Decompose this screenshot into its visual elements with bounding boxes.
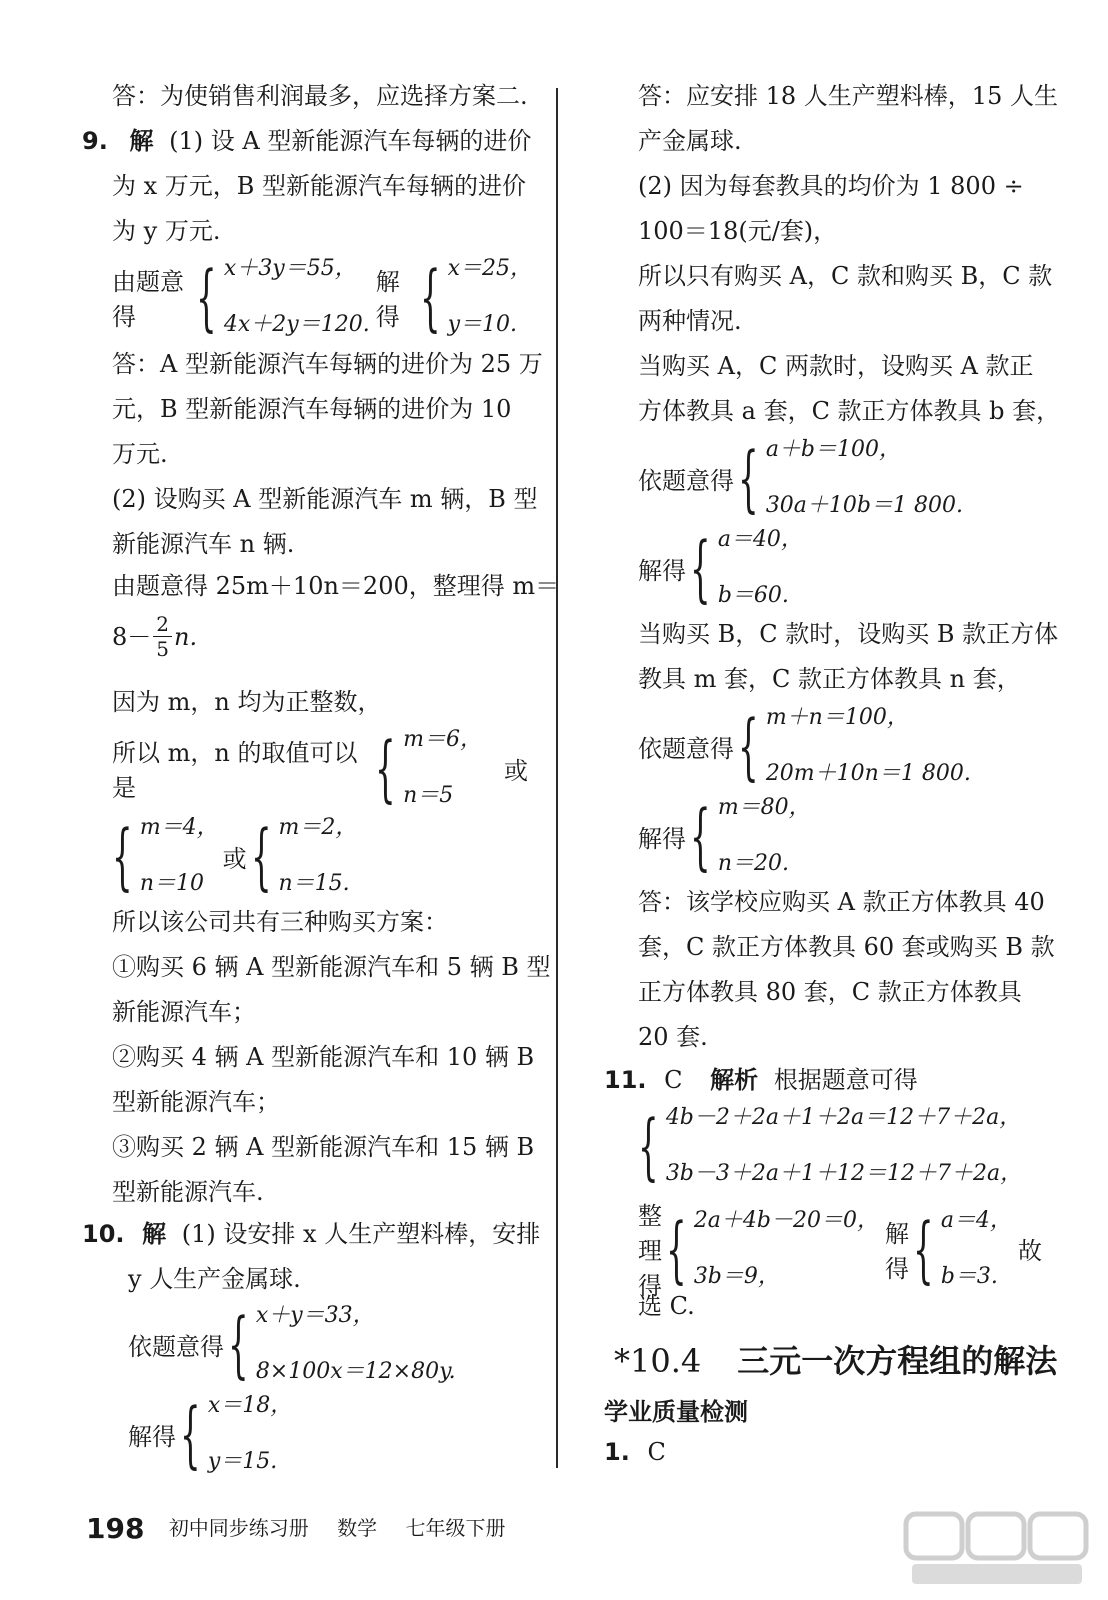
equation-system: 依题意得 { m＋n＝100， 20m＋10n＝1 800.: [638, 704, 971, 788]
answer-choice: C: [664, 1066, 683, 1094]
equation-system: [112, 255, 532, 339]
equation: a＝40，: [717, 527, 803, 552]
brace-icon: {: [180, 1392, 201, 1476]
text-line: 20 套.: [638, 1023, 708, 1051]
text-line: (2) 设购买 A 型新能源汽车 m 辆，B 型: [112, 485, 538, 513]
equation: n＝15.: [278, 871, 350, 896]
equation-system: 整理得 { 2a＋4b－20＝0， 3b＝9， 解得 { a＝4， b＝3. 故: [638, 1202, 1042, 1300]
text-line: 型新能源汽车；: [112, 1088, 280, 1116]
text-line: 元，B 型新能源汽车每辆的进价为 10: [112, 395, 512, 423]
brace-icon: {: [666, 1206, 687, 1291]
system-label: 解得: [375, 268, 400, 331]
brace-icon: {: [738, 436, 759, 520]
page-number: 198: [86, 1512, 145, 1545]
text-line: 答：该学校应购买 A 款正方体教具 40: [638, 888, 1045, 916]
question-number: 10.: [82, 1220, 125, 1248]
text-line: 答：为使销售利润最多，应选择方案二.: [112, 82, 528, 110]
brace-icon: {: [419, 255, 441, 339]
text-line: 由题意得 25m＋10n＝200，整理得 m＝: [112, 572, 560, 600]
question-10-line: [82, 1218, 540, 1250]
equation: m＋n＝100，: [765, 705, 909, 730]
equation: m＝4，: [139, 815, 219, 840]
text-line: 选 C.: [638, 1292, 695, 1320]
brace-icon: {: [690, 526, 711, 610]
text-line: 万元.: [112, 440, 168, 468]
equation-system: 解得 { x＝18， y＝15.: [128, 1392, 293, 1476]
subject: 数学: [337, 1516, 378, 1540]
text-line: 所以只有购买 A，C 款和购买 B，C 款: [638, 262, 1053, 290]
text-line: 答：应安排 18 人生产塑料棒，15 人生: [638, 82, 1058, 110]
brace-icon: {: [375, 726, 396, 810]
text-line: (1) 设安排 x 人生产塑料棒，安排: [181, 1220, 541, 1248]
text-line: ①购买 6 辆 A 型新能源汽车和 5 辆 B 型: [112, 953, 551, 981]
equation: 2a＋4b－20＝0，: [693, 1207, 879, 1233]
equation: b＝60.: [717, 583, 789, 608]
page-footer: [86, 1512, 506, 1545]
text-line: 新能源汽车 n 辆.: [112, 530, 295, 558]
text-line: ③购买 2 辆 A 型新能源汽车和 15 辆 B: [112, 1133, 535, 1161]
brace-icon: {: [228, 1302, 249, 1386]
book-title: 初中同步练习册: [168, 1516, 309, 1540]
text-line: 两种情况.: [638, 307, 742, 335]
answer-choice: C: [647, 1438, 666, 1466]
equation-system: [638, 1104, 1022, 1188]
fraction: $\frac{2}{5}$: [153, 612, 172, 661]
equation: 3b－3＋2a＋1＋12＝12＋7＋2a，: [665, 1161, 1023, 1186]
answer-label: 解: [129, 127, 154, 155]
equation: y＝15.: [207, 1449, 278, 1474]
text-line: ②购买 4 辆 A 型新能源汽车和 10 辆 B: [112, 1043, 535, 1071]
section-number: *10.4: [614, 1342, 702, 1380]
equation: 4x＋2y＝120.: [223, 312, 370, 337]
equation: m＝6，: [403, 727, 482, 752]
brace-icon: {: [690, 794, 711, 878]
equation: 3b＝9，: [693, 1263, 780, 1289]
equation-system: 解得 { m＝80， n＝20.: [638, 794, 811, 878]
equation: 30a＋10b＝1 800.: [765, 493, 963, 518]
equation: b＝3.: [940, 1263, 998, 1289]
text-line: 所以该公司共有三种购买方案：: [112, 908, 448, 936]
text-line: 为 x 万元，B 型新能源汽车每辆的进价: [112, 172, 527, 200]
answer-label: 解: [142, 1220, 167, 1248]
column-divider: [556, 88, 558, 1468]
equation-system: { m＝4， n＝10 或 { m＝2， n＝15.: [112, 814, 358, 898]
equation: m＝80，: [717, 795, 811, 820]
equation: y＝10.: [447, 312, 518, 337]
equation: a＋b＝100，: [765, 437, 902, 462]
question-9-line: [82, 125, 531, 157]
brace-icon: {: [638, 1104, 659, 1188]
brace-icon: {: [250, 814, 272, 898]
text-line: 方体教具 a 套，C 款正方体教具 b 套，: [638, 397, 1061, 425]
equation-system: 依题意得 { a＋b＝100， 30a＋10b＝1 800.: [638, 436, 963, 520]
equation: 4b－2＋2a＋1＋2a＝12＋7＋2a，: [665, 1105, 1022, 1130]
analysis-label: 解析: [710, 1066, 759, 1094]
system-label: 由题意得: [112, 268, 184, 331]
text-line: 答：A 型新能源汽车每辆的进价为 25 万: [112, 350, 543, 378]
watermark-logo-icon: [902, 1508, 1092, 1588]
text-line: (2) 因为每套教具的均价为 1 800 ÷: [638, 172, 1024, 200]
equation: m＝2，: [278, 815, 358, 840]
text-line: 因为 m，n 均为正整数，: [112, 688, 382, 716]
equation: x＝18，: [207, 1393, 293, 1418]
question-number: 11.: [604, 1066, 647, 1094]
question-11-line: [604, 1064, 918, 1096]
text-line: 套，C 款正方体教具 60 套或购买 B 款: [638, 933, 1055, 961]
text-line: y 人生产金属球.: [128, 1265, 301, 1293]
text-line: 100＝18(元/套)，: [638, 217, 838, 245]
equation: x＝25，: [447, 256, 532, 281]
text-line: 型新能源汽车.: [112, 1178, 264, 1206]
equation: n＝10: [139, 871, 204, 896]
question-number: 1.: [604, 1438, 630, 1466]
equation-system: 依题意得 { x＋y＝33， 8×100x＝12×80y.: [128, 1302, 456, 1386]
text-line: 新能源汽车；: [112, 998, 256, 1026]
text-line: 当购买 B，C 款时，设购买 B 款正方体: [638, 620, 1059, 648]
brace-icon: {: [738, 704, 759, 788]
equation: x＋3y＝55，: [223, 256, 357, 281]
text-line: 产金属球.: [638, 127, 742, 155]
text-line: 为 y 万元.: [112, 217, 221, 245]
fraction-line: 8－ $\frac{2}{5}$ n.: [112, 612, 198, 661]
equation-system: 所以 m，n 的取值可以是 { m＝6， n＝5 或: [112, 726, 528, 810]
grade: 七年级下册: [405, 1516, 506, 1540]
subheading: 学业质量检测: [604, 1398, 748, 1426]
equation: a＝4，: [940, 1207, 1012, 1233]
equation: x＋y＝33，: [255, 1303, 375, 1328]
brace-icon: {: [196, 255, 217, 339]
equation: n＝20.: [717, 851, 789, 876]
text-line: 正方体教具 80 套，C 款正方体教具: [638, 978, 1022, 1006]
brace-icon: {: [913, 1206, 934, 1291]
equation: 8×100x＝12×80y.: [255, 1359, 456, 1384]
section-title: [614, 1336, 1057, 1382]
equation: 20m＋10n＝1 800.: [765, 761, 971, 786]
text-line: 根据题意可得: [773, 1066, 918, 1094]
equation-system: 解得 { a＝40， b＝60.: [638, 526, 803, 610]
question-1-line: [604, 1436, 666, 1468]
section-heading: 三元一次方程组的解法: [737, 1342, 1058, 1380]
question-number: 9.: [82, 127, 108, 155]
text-line: 教具 m 套，C 款正方体教具 n 套，: [638, 665, 1021, 693]
brace-icon: {: [112, 814, 133, 898]
equation: n＝5: [403, 783, 454, 808]
text-line: (1) 设 A 型新能源汽车每辆的进价: [169, 127, 532, 155]
text-line: 当购买 A，C 两款时，设购买 A 款正: [638, 352, 1034, 380]
